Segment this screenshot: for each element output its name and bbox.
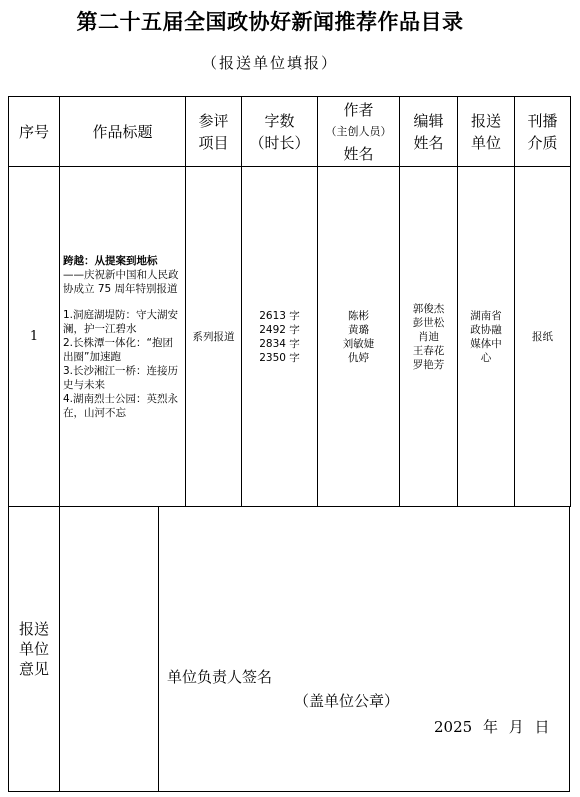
author-name-1: 陈彬	[348, 309, 369, 322]
work-subtitle: ——庆祝新中国和人民政协成立 75 周年特别报道	[63, 268, 179, 295]
header-media-line1: 刊播	[527, 111, 558, 130]
opinion-label: 报送单位意见	[18, 619, 49, 678]
document-title: 第二十五届全国政协好新闻推荐作品目录	[76, 10, 464, 34]
header-words-line1: 字数	[264, 111, 295, 130]
header-category-line2: 项目	[198, 133, 229, 152]
header-work-title-label: 作品标题	[92, 122, 153, 141]
words-value-4: 2350 字	[259, 351, 300, 364]
work-item-3: 3.长沙湘江一桥：连接历史与未来	[63, 364, 179, 391]
unit-opinion-section	[8, 506, 570, 792]
opinion-label-cell	[9, 506, 60, 791]
row-unit	[458, 167, 515, 507]
header-seq-label: 序号	[18, 122, 49, 141]
works-table	[8, 96, 571, 507]
header-category	[186, 97, 242, 167]
words-value-2: 2492 字	[259, 323, 300, 336]
header-category-line1: 参评	[198, 111, 229, 130]
row-work-title	[60, 167, 186, 507]
header-editor	[400, 97, 458, 167]
author-name-2: 黄璐	[348, 323, 369, 336]
header-unit-line2: 单位	[470, 133, 501, 152]
header-work-title	[60, 97, 186, 167]
row-words	[242, 167, 318, 507]
header-editor-line2: 姓名	[413, 133, 444, 152]
header-words-line2: （时长）	[249, 133, 310, 152]
table-header-row	[9, 97, 571, 167]
header-author-line1: 作者	[343, 100, 374, 119]
header-author-line2: （主创人员）	[325, 124, 392, 138]
row-media	[515, 167, 571, 507]
words-value-1: 2613 字	[259, 309, 300, 322]
row-unit-value: 湖南省政协融媒体中心	[470, 309, 502, 364]
editor-name-1: 郭俊杰	[412, 302, 445, 315]
header-media-line2: 介质	[527, 133, 558, 152]
date-line: 2025 年 月 日	[434, 718, 550, 736]
editor-name-5: 罗艳芳	[412, 358, 445, 371]
signature-label: 单位负责人签名	[167, 668, 273, 686]
table-row	[9, 167, 571, 507]
editor-name-3: 肖迪	[418, 330, 439, 343]
header-author	[318, 97, 400, 167]
row-seq-value: 1	[29, 328, 39, 344]
row-category-value: 系列报道	[192, 330, 235, 343]
row-seq	[9, 167, 60, 507]
document-subtitle: （报送单位填报）	[201, 54, 338, 72]
author-name-4: 仇婷	[348, 351, 369, 364]
row-editors	[400, 167, 458, 507]
opinion-blank-cell	[60, 506, 159, 791]
header-words	[242, 97, 318, 167]
header-unit-line1: 报送	[470, 111, 501, 130]
author-name-3: 刘敏婕	[342, 337, 375, 350]
row-authors	[318, 167, 400, 507]
editor-name-4: 王春花	[412, 344, 445, 357]
work-item-4: 4.湖南烈士公园：英烈永在，山河不忘	[63, 392, 179, 419]
editor-name-2: 彭世松	[412, 316, 445, 329]
stamp-label: （盖单位公章）	[294, 692, 400, 710]
work-item-1: 1.洞庭湖堤防：守大湖安澜，护一江碧水	[63, 308, 179, 335]
header-media	[515, 97, 571, 167]
row-category	[186, 167, 242, 507]
work-item-2: 2.长株潭一体化：“抱团出圈”加速跑	[63, 336, 173, 363]
work-main-title: 跨越：从提案到地标	[63, 254, 158, 267]
header-author-line3: 姓名	[343, 144, 374, 163]
header-seq	[9, 97, 60, 167]
header-unit	[458, 97, 515, 167]
header-editor-line1: 编辑	[413, 111, 444, 130]
words-value-3: 2834 字	[259, 337, 300, 350]
row-media-value: 报纸	[532, 330, 553, 343]
